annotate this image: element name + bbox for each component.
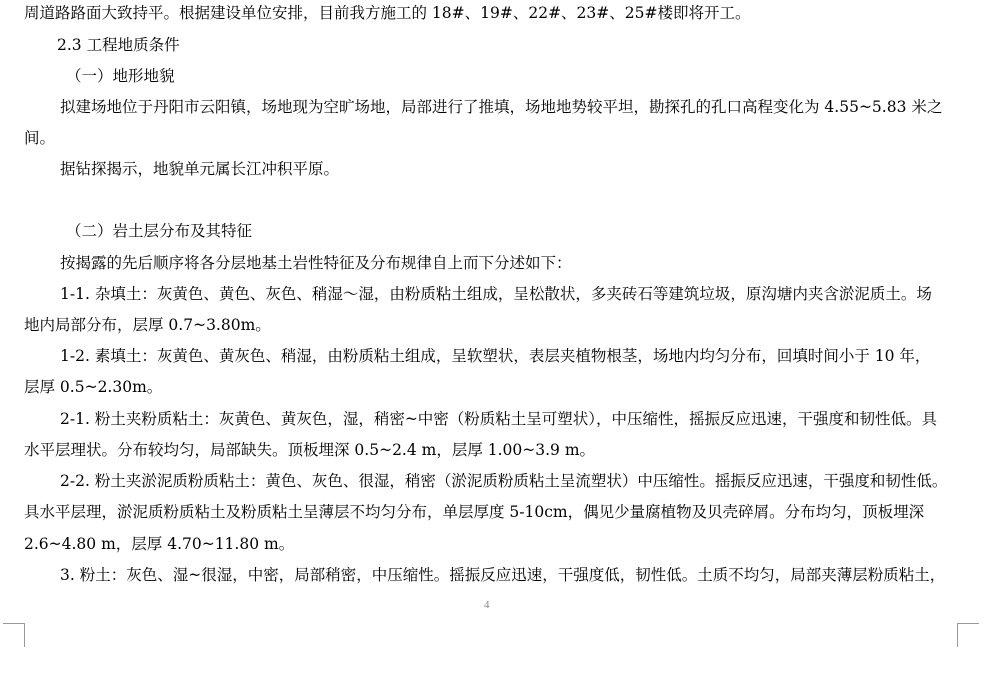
- paragraph-line-1-1-b: 地内局部分布，层厚 0.7~3.80m。: [24, 316, 271, 334]
- paragraph-line-landform: 据钻探揭示，地貌单元属长江冲积平原。: [60, 160, 340, 178]
- crop-mark-left: [3, 623, 25, 647]
- page-number: 4: [484, 599, 490, 611]
- paragraph-line-site-1: 拟建场地位于丹阳市云阳镇，场地现为空旷场地，局部进行了推填，场地地势较平坦，勘探孔的孔口高程变化为 4.55~5.83 米之: [60, 98, 943, 116]
- crop-mark-right: [957, 623, 979, 647]
- subsection-heading-strata: （二）岩土层分布及其特征: [66, 222, 253, 240]
- section-heading-2-3: 2.3 工程地质条件: [57, 36, 180, 54]
- paragraph-line-1-1-a: 1-1. 杂填土：灰黄色、黄色、灰色、稍湿～湿，由粉质粘土组成，呈松散状，多夹砖石等建筑垃圾，原沟塘内夹含淤泥质土。场: [60, 285, 932, 303]
- paragraph-line-1-2-a: 1-2. 素填土：灰黄色、黄灰色、稍湿，由粉质粘土组成，呈软塑状，表层夹植物根茎，场地内均匀分布，回填时间小于 10 年，: [60, 347, 931, 365]
- paragraph-line-2-2-c: 2.6~4.80 m，层厚 4.70~11.80 m。: [24, 535, 295, 553]
- paragraph-line-1-2-b: 层厚 0.5~2.30m。: [24, 378, 163, 396]
- paragraph-line-strata-intro: 按揭露的先后顺序将各分层地基土岩性特征及分布规律自上而下分述如下：: [60, 254, 572, 272]
- paragraph-line-1: 周道路路面大致持平。根据建设单位安排，目前我方施工的 18#、19#、22#、23#、25#楼即将开工。: [24, 4, 751, 22]
- subsection-heading-terrain: （一）地形地貌: [66, 67, 175, 85]
- paragraph-line-2-2-a: 2-2. 粉土夹淤泥质粉质粘土：黄色、灰色、很湿，稍密（淤泥质粉质粘土呈流塑状）中压缩性。摇振反应迅速，干强度和韧性低。: [60, 472, 948, 490]
- paragraph-line-2-1-a: 2-1. 粉土夹粉质粘土：灰黄色、黄灰色，湿，稍密~中密（粉质粘土呈可塑状），中压缩性，摇振反应迅速，干强度和韧性低。具: [60, 410, 938, 428]
- paragraph-line-3-a: 3. 粉土：灰色、湿~很湿，中密，局部稍密，中压缩性。摇振反应迅速，干强度低，韧性低。土质不均匀，局部夹薄层粉质粘土，: [60, 566, 946, 584]
- paragraph-line-2-1-b: 水平层理状。分布较均匀，局部缺失。顶板埋深 0.5~2.4 m，层厚 1.00~3.9 m。: [24, 441, 596, 459]
- paragraph-line-2-2-b: 具水平层理，淤泥质粉质粘土及粉质粘土呈薄层不均匀分布，单层厚度 5-10cm，偶见少量腐植物及贝壳碎屑。分布均匀，顶板埋深: [24, 503, 925, 521]
- paragraph-line-site-2: 间。: [24, 129, 56, 147]
